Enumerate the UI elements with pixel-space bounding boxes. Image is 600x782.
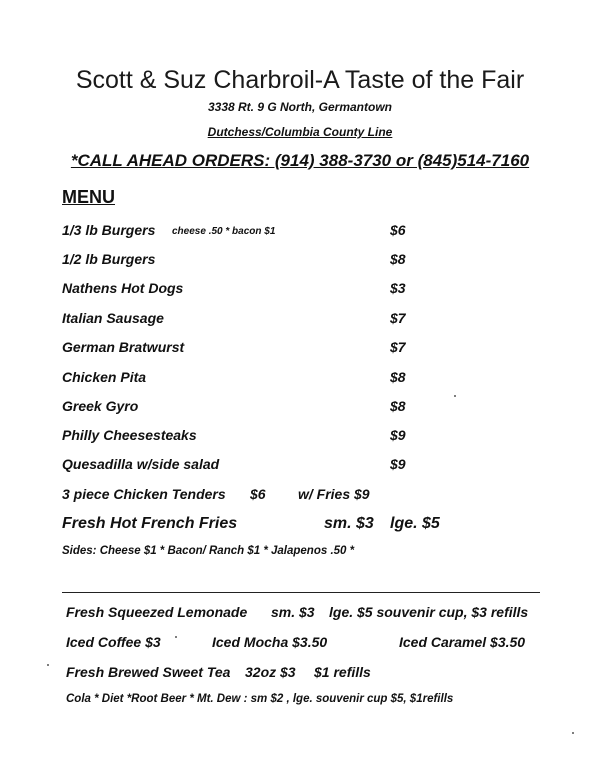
sodas-line: Cola * Diet *Root Beer * Mt. Dew : sm $2 , lge. souvenir cup $5, $1refills (66, 693, 454, 705)
fries-name: Fresh Hot French Fries (62, 515, 238, 532)
menu-item-name: Italian Sausage (62, 310, 164, 326)
address: 3338 Rt. 9 G North, Germantown (207, 100, 393, 114)
menu-item-name: Greek Gyro (62, 398, 139, 414)
menu-item-price: $9 (390, 427, 406, 443)
menu-item-price: $8 (390, 251, 406, 267)
menu-item-name: 1/3 lb Burgers (62, 222, 156, 238)
iced-caramel: Iced Caramel $3.50 (399, 634, 526, 650)
menu-item-note: cheese .50 * bacon $1 (172, 226, 276, 237)
menu-item-price: $7 (390, 339, 406, 355)
menu-item-name: Chicken Pita (62, 369, 147, 385)
iced-coffee: Iced Coffee $3 (66, 634, 161, 650)
scan-speck (454, 395, 456, 397)
menu-item-name: German Bratwurst (62, 339, 185, 355)
menu-item-name: Quesadilla w/side salad (62, 456, 220, 472)
menu-item-price: $8 (390, 369, 406, 385)
menu-item-price: $3 (390, 280, 406, 296)
scan-speck (572, 732, 574, 734)
menu-heading: MENU (62, 187, 115, 207)
call-ahead-orders (0, 151, 600, 171)
sides-line: Sides: Cheese $1 * Bacon/ Ranch $1 * Jalapenos .50 * (62, 545, 355, 557)
tenders-price: $6 (250, 486, 266, 502)
restaurant-title: Scott & Suz Charbroil-A Taste of the Fair (75, 66, 525, 94)
iced-mocha: Iced Mocha $3.50 (212, 634, 328, 650)
tenders-name: 3 piece Chicken Tenders (62, 486, 226, 502)
call-ahead-text: *CALL AHEAD ORDERS: (914) 388-3730 or (845)514-7160 (70, 151, 530, 170)
sweet-tea-refills: $1 refills (314, 664, 371, 680)
menu-item-name: Philly Cheesesteaks (62, 427, 197, 443)
scan-speck (175, 636, 177, 638)
county-line-text: Dutchess/Columbia County Line (207, 125, 393, 139)
menu-item-name: Nathens Hot Dogs (62, 280, 184, 296)
lemonade-large-price: lge. $5 souvenir cup, $3 refills (329, 604, 529, 620)
section-divider (62, 592, 540, 593)
lemonade-small-price: sm. $3 (271, 604, 315, 620)
county-line (0, 125, 600, 139)
sweet-tea-name: Fresh Brewed Sweet Tea (66, 664, 231, 680)
lemonade-name: Fresh Squeezed Lemonade (66, 604, 248, 620)
fries-large-price: lge. $5 (390, 515, 440, 532)
menu-item-price: $7 (390, 310, 406, 326)
menu-item-price: $6 (390, 222, 406, 238)
sweet-tea-size: 32oz $3 (245, 664, 296, 680)
tenders-with-fries: w/ Fries $9 (298, 486, 370, 502)
fries-small-price: sm. $3 (324, 515, 374, 532)
menu-item-price: $8 (390, 398, 406, 414)
scan-speck (47, 664, 49, 666)
menu-item-name: 1/2 lb Burgers (62, 251, 156, 267)
menu-item-price: $9 (390, 456, 406, 472)
